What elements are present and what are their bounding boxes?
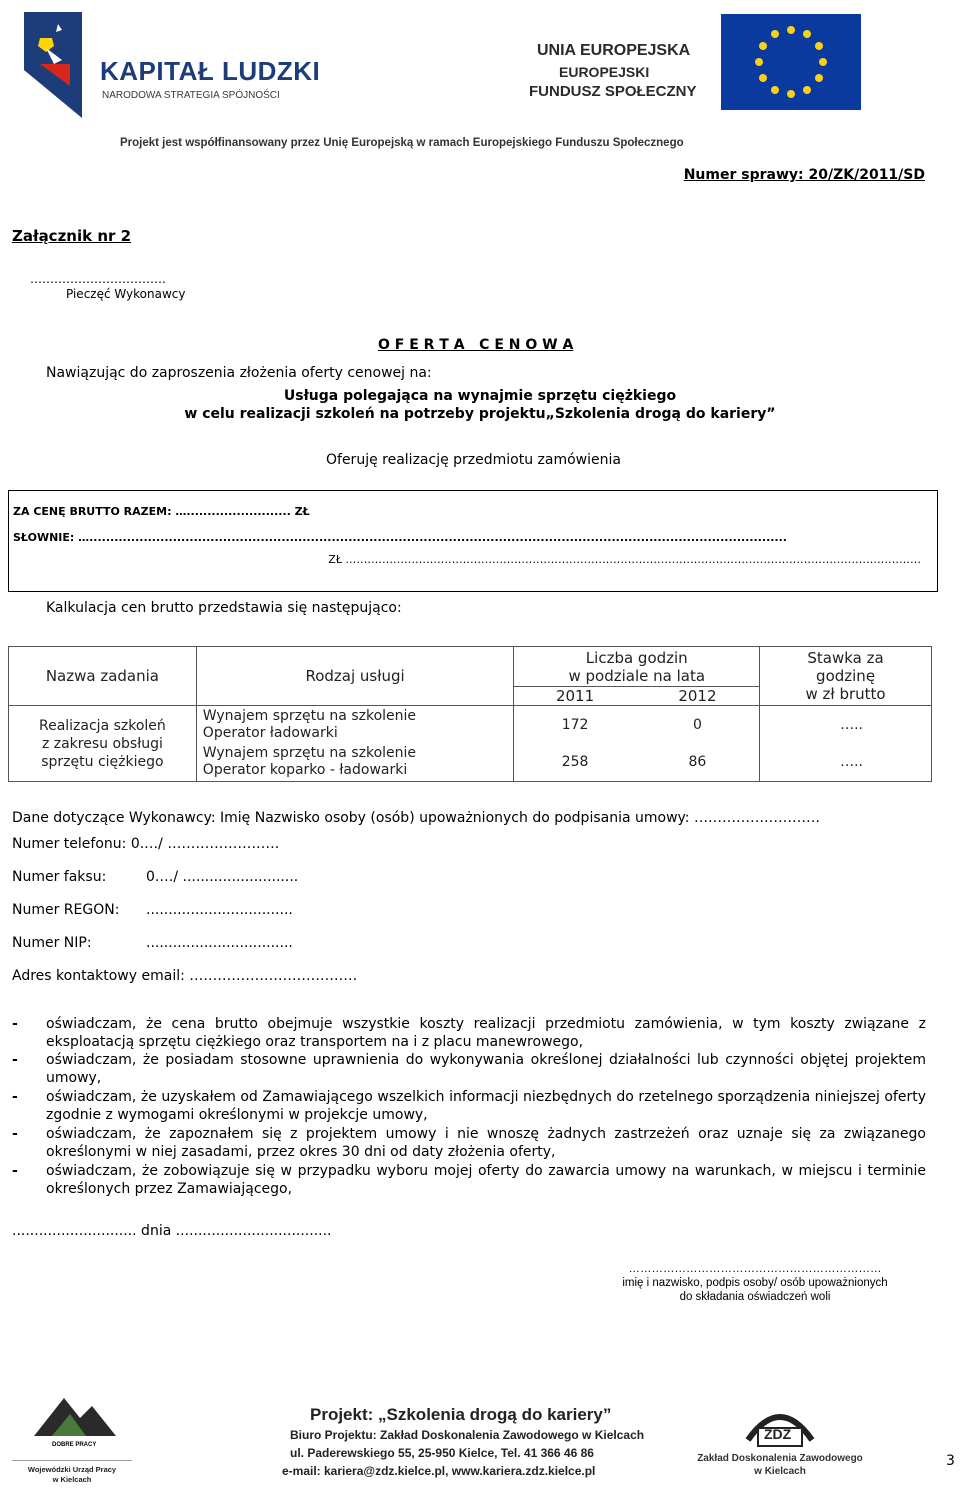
footer-address: ul. Paderewskiego 55, 25-950 Kielce, Tel. 41 366 46 86	[290, 1446, 594, 1460]
service-line-2: w celu realizacji szkoleń na potrzeby projektu„Szkolenia drogą do kariery”	[184, 406, 776, 422]
declaration-item	[12, 1015, 926, 1051]
footer-email: e-mail: kariera@zdz.kielce.pl, www.kariera.zdz.kielce.pl	[282, 1464, 596, 1478]
zdz-mark: ZDZ	[764, 1426, 792, 1442]
service-line1: Wynajem sprzętu na szkolenie	[202, 745, 417, 762]
stamp-dots: …………………………….	[30, 272, 166, 286]
hours-2012-cell	[636, 744, 760, 782]
stamp-label: Pieczęć Wykonawcy	[66, 287, 186, 301]
declaration-text: oświadczam, że zobowiązuje się w przypadku wyboru mojej oferty do zawarcia umowy na warunkach, w miejscu i terminie określonych przez Zamawiającego,	[46, 1163, 926, 1197]
declaration-text: oświadczam, że cena brutto obejmuje wszystkie koszty realizacji przedmiotu zamówienia, w tym koszty związane z eksploatacją sprzętu ciężkiego oraz transportem na i z placu manewrowego,	[46, 1016, 926, 1050]
contractor-names: Dane dotyczące Wykonawcy: Imię Nazwisko osoby (osób) upoważnionych do podpisania umowy: ………………………	[12, 810, 820, 826]
hours-2011-cell	[514, 706, 636, 744]
hours-2011-cell	[514, 744, 636, 782]
header-hours-line2: w podziale na lata	[568, 666, 706, 685]
wup-name-line2: w Kielcach	[52, 1475, 92, 1484]
hours-2012: 86	[688, 754, 707, 771]
contact-email: Adres kontaktowy email: ………………………………	[12, 968, 358, 984]
header-rate-line2: godzinę	[816, 667, 876, 685]
header-task-label: Nazwa zadania	[45, 667, 159, 685]
signature-line2: do składania oświadczeń woli	[679, 1291, 831, 1303]
header-hours-line1: Liczba godzin	[585, 648, 688, 667]
kl-subtitle: NARODOWA STRATEGIA SPÓJNOŚCI	[102, 90, 280, 101]
task-line2: z zakresu obsługi	[41, 735, 163, 752]
hours-2011: 258	[561, 754, 589, 771]
declaration-dash: -	[12, 1163, 18, 1179]
eu-logo	[525, 8, 870, 120]
declaration-dash: -	[12, 1126, 18, 1142]
declaration-text: oświadczam, że zapoznałem się z projektem umowy i nie wnoszę żadnych zastrzeżeń oraz uznaje się za związanego określonymi w niej zasadami, przez okres 30 dni od daty złożenia oferty,	[46, 1126, 926, 1160]
header-year-2012	[636, 687, 760, 706]
zdz-logo	[680, 1400, 920, 1488]
case-number: Numer sprawy: 20/ZK/2011/SD	[683, 167, 925, 183]
cofinance-note: Projekt jest współfinansowany przez Unię Europejską w ramach Europejskiego Funduszu Społecznego	[120, 137, 684, 149]
price-box	[8, 490, 938, 592]
wup-name	[12, 1460, 132, 1485]
declaration-text: oświadczam, że posiadam stosowne uprawnienia do wykonywania określonej działalności lub czynności objętej projektem umowy,	[46, 1052, 926, 1086]
service-line1: Wynajem sprzętu na szkolenie	[202, 707, 417, 724]
rate-value: …..	[840, 716, 863, 733]
service-line-1: Usługa polegająca na wynajmie sprzętu ciężkiego	[283, 388, 677, 404]
table-row	[9, 706, 932, 744]
wup-name-line1: Wojewódzki Urząd Pracy	[27, 1465, 117, 1474]
offer-title: O F E R T A C E N O W A	[378, 337, 574, 353]
declaration-item	[12, 1088, 926, 1124]
header-hours	[514, 647, 760, 687]
declaration-item	[12, 1125, 926, 1161]
signature-block	[590, 1262, 920, 1304]
eu-text-line1: UNIA EUROPEJSKA	[537, 42, 691, 59]
mountains-icon	[30, 1392, 120, 1440]
declaration-item	[12, 1051, 926, 1087]
intro-text: Nawiązując do zaproszenia złożenia oferty cenowej na:	[46, 365, 432, 381]
declaration-dash: -	[12, 1052, 18, 1068]
service-line2: Operator koparko - ładowarki	[202, 762, 408, 779]
calc-intro: Kalkulacja cen brutto przedstawia się następująco:	[46, 600, 402, 616]
price-total-line: ZA CENĘ BRUTTO RAZEM: …......................... ZŁ	[13, 505, 310, 518]
declaration-dash: -	[12, 1089, 18, 1105]
hours-2012-cell	[636, 706, 760, 744]
header-year-2012-label: 2012	[678, 687, 717, 705]
service-cell	[196, 744, 514, 782]
hours-2012: 0	[692, 716, 702, 733]
offer-realization: Oferuję realizację przedmiotu zamówienia	[326, 452, 621, 468]
kl-title: KAPITAŁ LUDZKI	[100, 56, 321, 86]
eu-text-line3: FUNDUSZ SPOŁECZNY	[529, 83, 697, 100]
regon-value: .................................	[146, 902, 293, 918]
kl-logo-mark-icon	[10, 8, 105, 128]
date-line: ............................ dnia ...................................	[12, 1223, 332, 1239]
service-line2: Operator ładowarki	[202, 724, 338, 741]
eu-flag-icon	[721, 14, 861, 110]
zdz-name	[680, 1452, 880, 1478]
regon-label: Numer REGON:	[12, 902, 120, 918]
header-rate-line1: Stawka za	[807, 649, 884, 667]
header-year-2011	[514, 687, 636, 706]
price-words-line: SŁOWNIE: ….......................................................................................................................................................................	[13, 531, 787, 544]
footer-office: Biuro Projektu: Zakład Doskonalenia Zawodowego w Kielcach	[290, 1428, 645, 1442]
signature-line1: imię i nazwisko, podpis osoby/ osób upoważnionych	[622, 1277, 888, 1289]
fax-value: 0.…/ ..........................	[146, 869, 299, 885]
wup-logo	[12, 1390, 132, 1488]
zdz-emblem-icon	[740, 1400, 820, 1450]
rate-cell	[760, 744, 932, 782]
header-service-label: Rodzaj usługi	[305, 667, 405, 685]
header-year-2011-label: 2011	[555, 687, 595, 705]
hours-2011: 172	[561, 716, 589, 733]
header-rate-line3: w zł brutto	[805, 685, 886, 703]
signature-dots: …………………………………………………………	[628, 1263, 882, 1275]
wup-caption: DOBRE PRACY	[52, 1442, 97, 1448]
zdz-name-line1: Zakład Doskonalenia Zawodowego	[697, 1453, 863, 1464]
page-number: 3	[946, 1453, 955, 1469]
rate-value: …..	[840, 754, 863, 771]
header-rate	[760, 647, 932, 706]
rate-cell	[760, 706, 932, 744]
kapital-ludzki-logo	[10, 8, 340, 133]
declaration-text: oświadczam, że uzyskałem od Zamawiającego wszelkich informacji niezbędnych do rzetelnego sporządzenia niniejszej oferty zgodnie z wymogami określonymi w projekcje umowy,	[46, 1089, 926, 1123]
task-line1: Realizacja szkoleń	[38, 717, 166, 734]
declaration-item	[12, 1162, 926, 1198]
task-name-cell	[9, 706, 197, 782]
task-line3: sprzętu ciężkiego	[41, 753, 164, 770]
service-cell	[196, 706, 514, 744]
footer-project-title: Projekt: „Szkolenia drogą do kariery”	[310, 1405, 612, 1424]
price-words-line-2: …………………………………………………………………………………………………………………………………………. ZŁ	[328, 553, 921, 566]
header-service	[196, 647, 514, 706]
calculation-table	[8, 646, 932, 782]
header-task	[9, 647, 197, 706]
eu-text-line2: EUROPEJSKI	[559, 64, 650, 80]
nip-label: Numer NIP:	[12, 935, 92, 951]
fax-label: Numer faksu:	[12, 869, 107, 885]
annex-title: Załącznik nr 2	[12, 227, 132, 245]
nip-value: .................................	[146, 935, 293, 951]
zdz-name-line2: w Kielcach	[754, 1466, 806, 1477]
declaration-dash: -	[12, 1016, 18, 1032]
contractor-phone: Numer telefonu: 0.…/ ……………………	[12, 836, 280, 852]
